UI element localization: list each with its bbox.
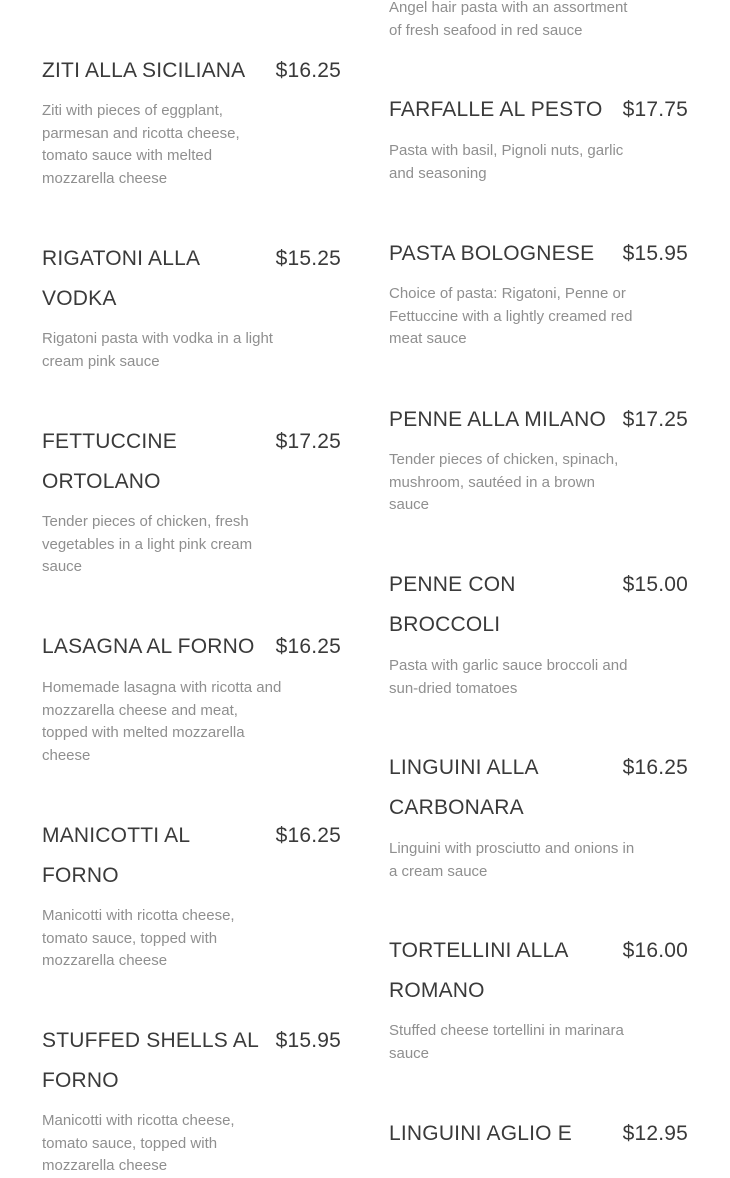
menu-item-name: LINGUINI ALLA CARBONARA — [389, 756, 538, 819]
menu-item-price: $17.25 — [275, 430, 341, 453]
menu-item-description: Tender pieces of chicken, fresh vegetables in a light pink cream sauce — [42, 513, 253, 575]
menu-item-price: $12.95 — [622, 1122, 688, 1145]
menu-item-description: Stuffed cheese tortellini in marinara sauce — [389, 1022, 624, 1062]
menu-item-price: $15.95 — [275, 1029, 341, 1052]
menu-item-description: Pasta with basil, Pignoli nuts, garlic and seasoning — [389, 142, 624, 182]
menu-item-description: Angel hair pasta with an assortment of fresh seafood in red sauce — [389, 0, 628, 39]
menu-item-name: FETTUCCINE ORTOLANO — [42, 430, 177, 493]
menu-item-name: RIGATONI ALLA VODKA — [42, 247, 200, 310]
menu-item-description: Homemade lasagna with ricotta and mozzarella cheese and meat, topped with melted mozzarella cheese — [42, 679, 282, 764]
menu-item-price: $16.00 — [622, 939, 688, 962]
menu-item-price: $15.25 — [275, 247, 341, 270]
menu-item-price: $16.25 — [275, 635, 341, 658]
menu-item-price: $15.95 — [622, 242, 688, 265]
menu-item-price: $17.75 — [622, 98, 688, 121]
menu-item-description: Linguini with prosciutto and onions in a cream sauce — [389, 840, 635, 880]
menu-item-description: Manicotti with ricotta cheese, tomato sauce, topped with mozzarella cheese — [42, 907, 235, 969]
menu-item-description: Tender pieces of chicken, spinach, mushroom, sautéed in a brown sauce — [389, 451, 619, 513]
menu-item-name: TORTELLINI ALLA ROMANO — [389, 939, 568, 1002]
menu-item-price: $16.25 — [275, 824, 341, 847]
menu-item-name: PENNE ALLA MILANO — [389, 408, 606, 431]
menu-item-name: LINGUINI AGLIO E — [389, 1122, 572, 1145]
menu-item-price: $17.25 — [622, 408, 688, 431]
menu-item-name: PASTA BOLOGNESE — [389, 242, 595, 265]
menu-item-name: ZITI ALLA SICILIANA — [42, 59, 246, 82]
menu-item-description: Rigatoni pasta with vodka in a light cream pink sauce — [42, 330, 273, 370]
menu-item-name: PENNE CON BROCCOLI — [389, 573, 516, 636]
menu-item-price: $16.25 — [275, 59, 341, 82]
menu-item-description: Ziti with pieces of eggplant, parmesan and ricotta cheese, tomato sauce with melted mozzarella cheese — [42, 102, 240, 187]
menu-item-name: MANICOTTI AL FORNO — [42, 824, 190, 887]
menu-item-price: $15.00 — [622, 573, 688, 596]
menu-item-name: LASAGNA AL FORNO — [42, 635, 255, 658]
menu-item-description: Manicotti with ricotta cheese, tomato sauce, topped with mozzarella cheese — [42, 1112, 235, 1174]
menu-item-description: Pasta with garlic sauce broccoli and sun-dried tomatoes — [389, 657, 628, 697]
menu-item-name: FARFALLE AL PESTO — [389, 98, 603, 121]
menu-item-price: $16.25 — [622, 756, 688, 779]
menu-item-description: Choice of pasta: Rigatoni, Penne or Fettuccine with a lightly creamed red meat sauce — [389, 285, 633, 347]
menu-item-name: STUFFED SHELLS AL FORNO — [42, 1029, 259, 1092]
